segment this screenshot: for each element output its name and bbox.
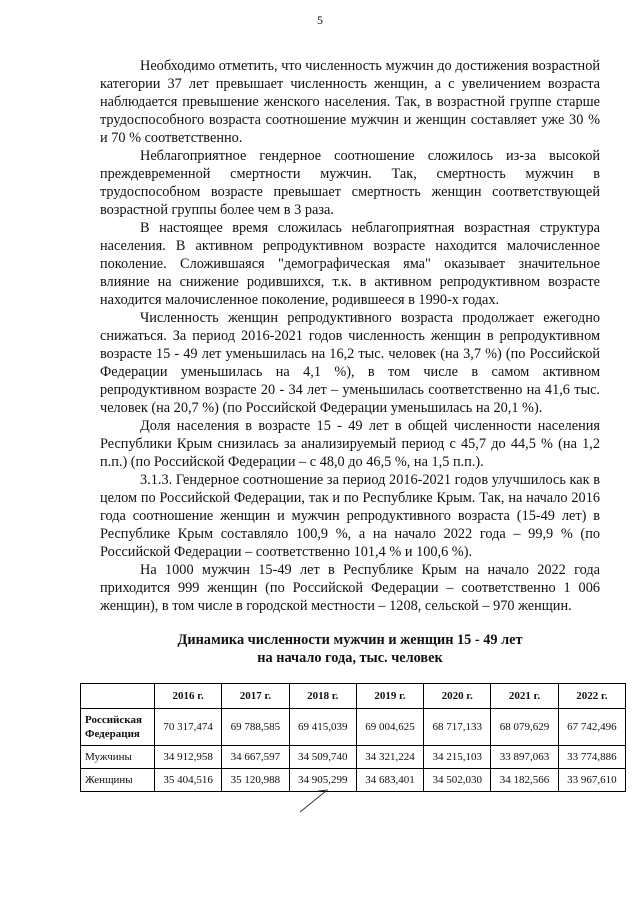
- header-cell: 2022 г.: [558, 684, 625, 709]
- paragraph: На 1000 мужчин 15-49 лет в Республике Крым на начало 2022 года приходится 999 женщин (по Российской Федерации – соответственно 1 006 женщин), в том числе в городской местности – 1208, сельской – 970 женщин.: [100, 562, 600, 614]
- header-cell: 2017 г.: [222, 684, 289, 709]
- table-cell: 34 509,740: [289, 746, 356, 769]
- table-row: [81, 709, 626, 746]
- paragraph: Численность женщин репродуктивного возраста продолжает ежегодно снижаться. За период 2016-2021 годов численность женщин в репродуктивном возрасте 15 - 49 лет уменьшилась на 16,2 тыс. человек (на 3,7 %) (по Российской Федерации уменьшилась на 4,1 %), в том числе в самом активном репродуктивном возрасте 20 - 34 лет – уменьшилась соответственно на 41,6 тыс. человек (на 20,7 %) (по Российской Федерации уменьшилась на 20,1 %).: [100, 310, 600, 416]
- table-cell: 34 182,566: [491, 769, 558, 792]
- table-row: [81, 769, 626, 792]
- paragraph: Необходимо отметить, что численность мужчин до достижения возрастной категории 37 лет превышает численность женщин, а с увеличением возраста наблюдается превышение женского населения. Так, в возрастной группе старше трудоспособного возраста соотношение мужчин и женщин составляет уже 30 % и 70 % соответственно.: [100, 58, 600, 146]
- table-cell: 34 502,030: [424, 769, 491, 792]
- table-title-line1: Динамика численности мужчин и женщин 15 - 49 лет: [177, 632, 523, 648]
- row-label: Женщины: [81, 769, 155, 792]
- table-cell: 35 404,516: [155, 769, 222, 792]
- table-cell: 35 120,988: [222, 769, 289, 792]
- page-number: 5: [317, 13, 323, 27]
- table-cell: 69 004,625: [356, 709, 423, 746]
- table-cell: 33 774,886: [558, 746, 625, 769]
- table-cell: 34 683,401: [356, 769, 423, 792]
- header-cell: 2021 г.: [491, 684, 558, 709]
- header-cell: 2020 г.: [424, 684, 491, 709]
- header-cell: [81, 684, 155, 709]
- table-header-row: [81, 684, 626, 709]
- body-text: [100, 57, 600, 615]
- table-cell: 34 215,103: [424, 746, 491, 769]
- population-table: [80, 683, 626, 792]
- paragraph: Доля населения в возрасте 15 - 49 лет в общей численности населения Республики Крым снизилась за анализируемый период с 45,7 до 44,5 % (на 1,2 п.п.) (по Российской Федерации – с 48,0 до 46,5 %, на 1,5 п.п.).: [100, 418, 600, 470]
- header-cell: 2019 г.: [356, 684, 423, 709]
- table-title-line2: на начало года, тыс. человек: [257, 650, 443, 666]
- table-cell: 33 897,063: [491, 746, 558, 769]
- table-cell: 34 905,299: [289, 769, 356, 792]
- header-cell: 2016 г.: [155, 684, 222, 709]
- paragraph: Неблагоприятное гендерное соотношение сложилось из-за высокой преждевременной смертности мужчин. Так, смертность мужчин в трудоспособном возрасте превышает смертность женщин соответствующей возрастной группы более чем в 3 раза.: [100, 148, 600, 218]
- paragraph: 3.1.3. Гендерное соотношение за период 2016-2021 годов улучшилось как в целом по Российской Федерации, так и по Республике Крым. Так, на начало 2016 года соотношение женщин и мужчин репродуктивного возраста (15-49 лет) в Республике Крым составляло 100,9 %, а на начало 2022 года – 99,9 % (по Российской Федерации – соответственно 101,4 % и 100,6 %).: [100, 472, 600, 560]
- table-cell: 69 415,039: [289, 709, 356, 746]
- table-cell: 70 317,474: [155, 709, 222, 746]
- table-cell: 68 079,629: [491, 709, 558, 746]
- table-cell: 34 912,958: [155, 746, 222, 769]
- table-row: [81, 746, 626, 769]
- header-cell: 2018 г.: [289, 684, 356, 709]
- table-title: [100, 631, 600, 667]
- table-cell: 34 667,597: [222, 746, 289, 769]
- table-cell: 34 321,224: [356, 746, 423, 769]
- paragraph: В настоящее время сложилась неблагоприятная возрастная структура населения. В активном репродуктивном возрасте находится малочисленное поколение. Сложившаяся "демографическая яма" оказывает значительное влияние на снижение родившихся, т.к. в активном репродуктивном возрасте находится малочисленное поколение, родившееся в 1990-х годах.: [100, 220, 600, 308]
- row-label: Российская Федерация: [81, 709, 155, 746]
- pen-mark-scribble: [296, 785, 336, 815]
- table-cell: 67 742,496: [558, 709, 625, 746]
- table-cell: 33 967,610: [558, 769, 625, 792]
- table-cell: 68 717,133: [424, 709, 491, 746]
- table-cell: 69 788,585: [222, 709, 289, 746]
- row-label: Мужчины: [81, 746, 155, 769]
